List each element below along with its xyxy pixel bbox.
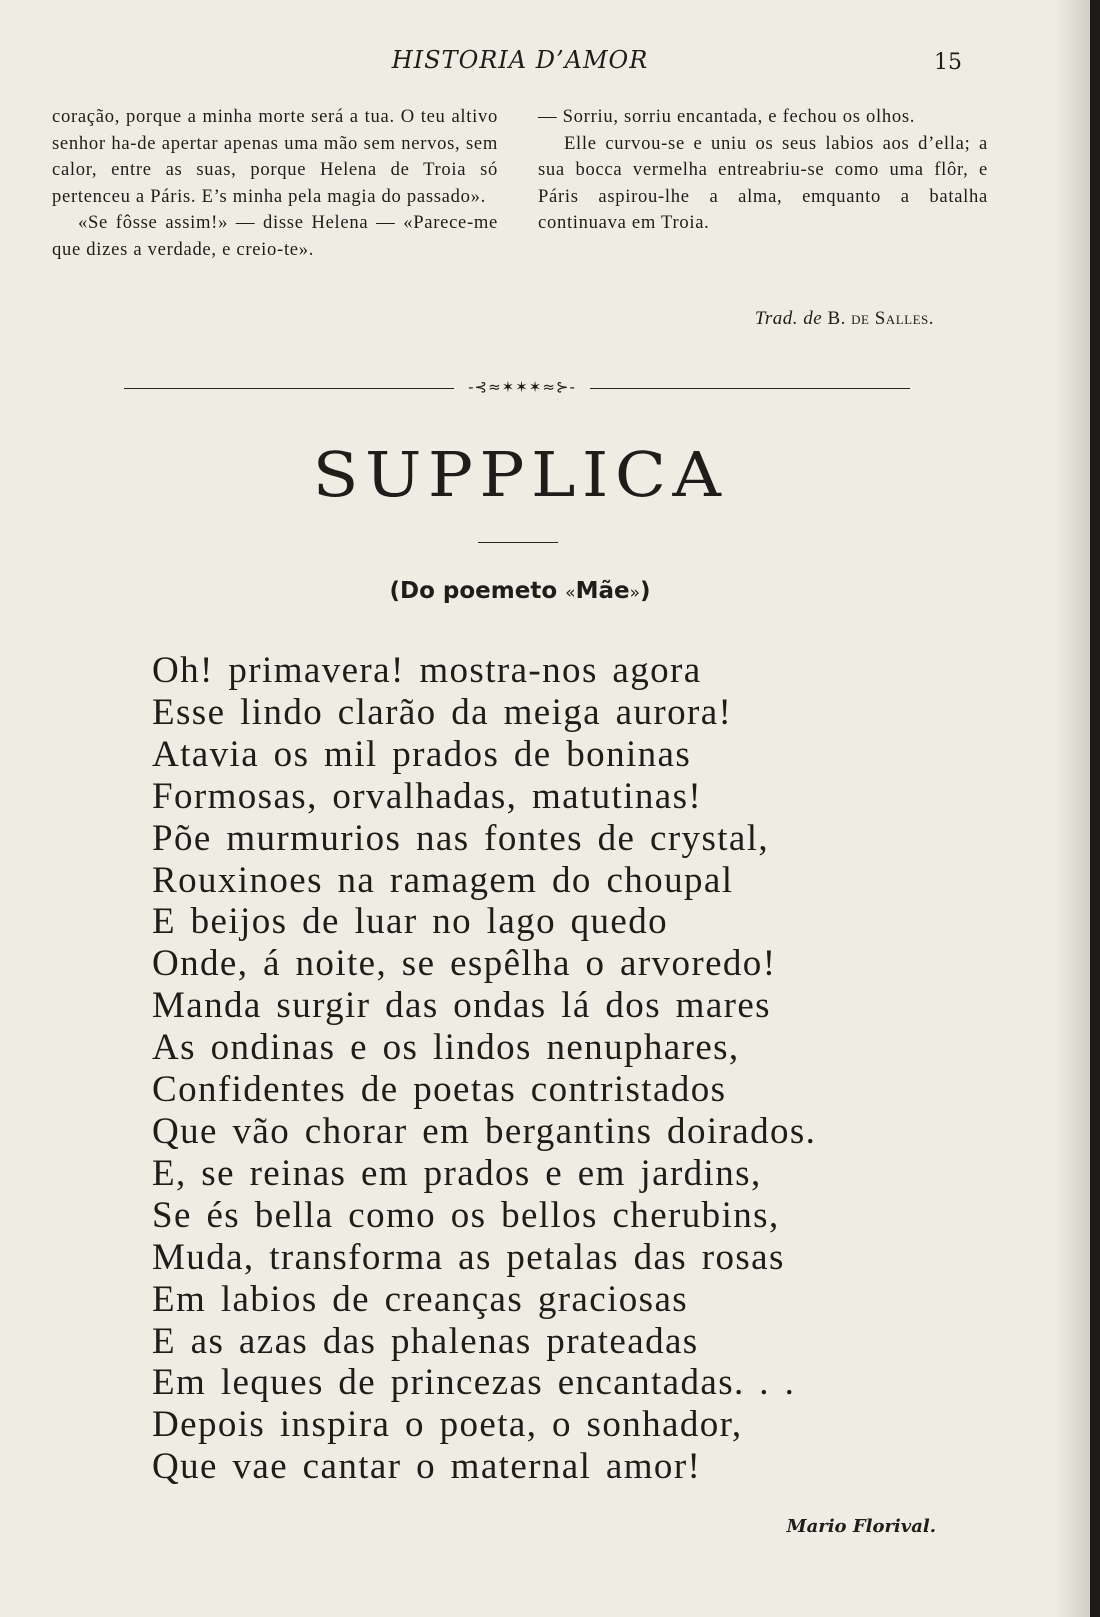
poem-line: Muda, transforma as petalas das rosas: [152, 1236, 785, 1278]
subtitle-open: (Do poemeto: [389, 578, 566, 604]
title-rule: [478, 542, 558, 543]
poem-line: Põe murmurios nas fontes de crystal,: [152, 817, 770, 859]
page-number: 15: [934, 50, 962, 75]
poem-line: Esse lindo clarão da meiga aurora!: [152, 691, 733, 733]
poem-line: E, se reinas em prados e em jardins,: [152, 1152, 762, 1194]
poem-line: Depois inspira o poeta, o sonhador,: [152, 1404, 743, 1446]
section-divider-left: [124, 388, 454, 389]
poem-line: Se és bella como os bellos cherubins,: [152, 1194, 780, 1236]
poem-line: Atavia os mil prados de boninas: [152, 733, 692, 775]
section-ornament: -⊰≈✶✶✶≈⊱-: [468, 378, 576, 396]
previous-article-left-column: [52, 104, 498, 264]
poem-line: Onde, á noite, se espêlha o arvoredo!: [152, 943, 777, 985]
poem-subtitle: [0, 578, 1040, 604]
poem-line: E beijos de luar no lago quedo: [152, 901, 669, 943]
section-divider-right: [590, 388, 910, 389]
poem-author-signature: Mario Florival.: [786, 1516, 936, 1537]
page-edge-shadow: [1054, 0, 1090, 1617]
translator-credit: [560, 308, 934, 330]
poem-line: As ondinas e os lindos nenuphares,: [152, 1027, 740, 1069]
poem-line: Rouxinoes na ramagem do choupal: [152, 859, 734, 901]
poem-body: [152, 650, 912, 1488]
poem-line: Em labios de creanças graciosas: [152, 1278, 689, 1320]
subtitle-work: Mãe: [575, 578, 630, 604]
quote-mark: »: [629, 583, 640, 603]
poem-line: Que vão chorar em bergantins doirados.: [152, 1110, 817, 1152]
credit-prefix: Trad. de: [754, 308, 823, 329]
poem-line: Em leques de princezas encantadas. . .: [152, 1362, 796, 1404]
poem-line: Confidentes de poetas contristados: [152, 1069, 727, 1111]
paragraph: Elle curvou-se e uniu os seus labios aos d’ella; a sua bocca vermelha entreabriu-se como uma flôr, e Páris aspirou-lhe a alma, emquanto a batalha continuava em Troia.: [538, 132, 988, 234]
poem-title: SUPPLICA: [312, 438, 728, 511]
poem-line: Formosas, orvalhadas, matutinas!: [152, 775, 703, 817]
poem-line: Oh! primavera! mostra-nos agora: [152, 650, 702, 691]
poem-line: Que vae cantar o maternal amor!: [152, 1446, 702, 1488]
paragraph: — Sorriu, sorriu encantada, e fechou os olhos.: [538, 106, 916, 127]
running-title: HISTORIA D’AMOR: [391, 46, 649, 74]
paragraph: coração, porque a minha morte será a tua. O teu altivo senhor ha-de apertar apenas uma mão sem nervos, sem calor, entre as suas, porque Helena de Troia só pertenceu a Páris. E’s minha pela magia do passado».: [52, 106, 498, 207]
translator-name: B. de Salles.: [827, 308, 934, 329]
paragraph: «Se fôsse assim!» — disse Helena — «Parece-me que dizes a verdade, e creio-te».: [52, 212, 498, 260]
poem-line: E as azas das phalenas prateadas: [152, 1320, 699, 1362]
subtitle-close: ): [639, 578, 651, 604]
poem-line: Manda surgir das ondas lá dos mares: [152, 985, 771, 1027]
quote-mark: «: [565, 583, 576, 603]
previous-article-right-column: [538, 104, 988, 237]
